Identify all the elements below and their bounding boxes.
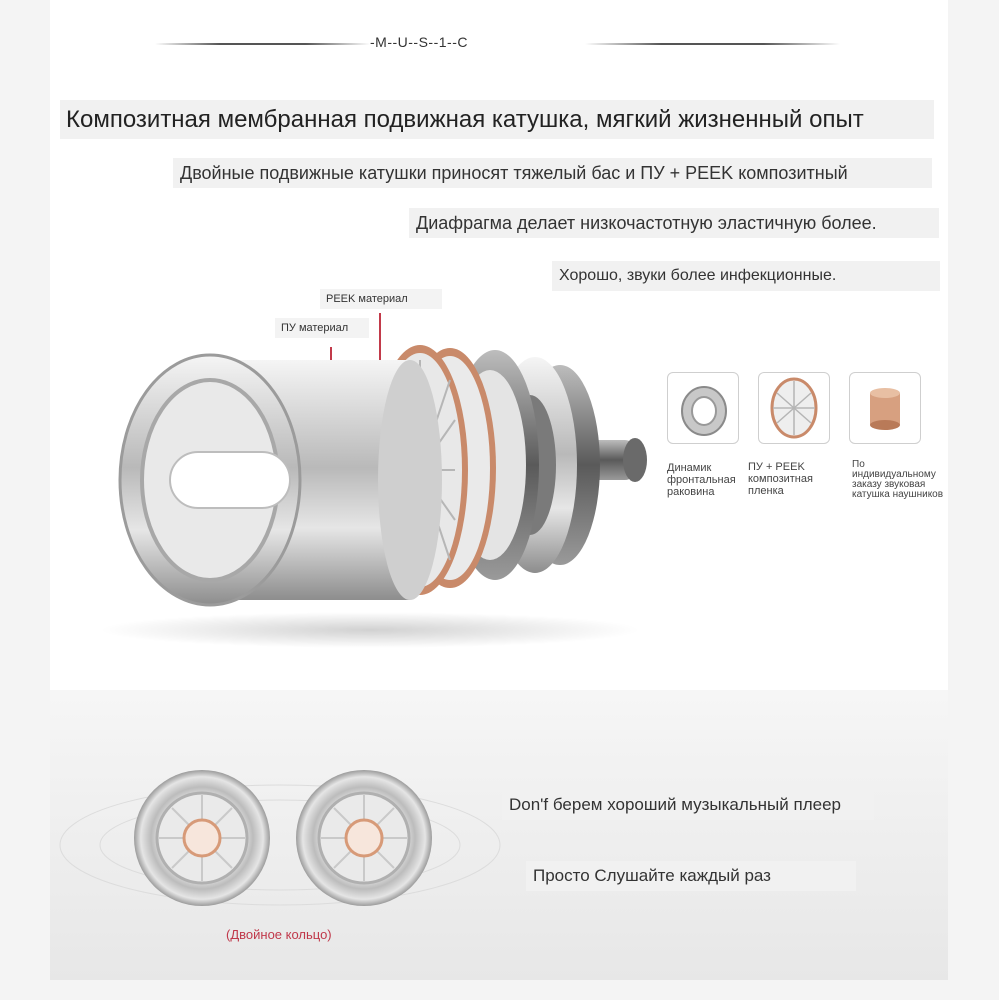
- header-rule-left: [155, 43, 370, 45]
- callout-peek: PEEK материал: [320, 289, 442, 309]
- voice-coil-icon: [849, 372, 921, 444]
- composite-film-icon: [758, 372, 830, 444]
- subtext-1: Двойные подвижные катушки приносят тяжелый бас и ПУ + PEEK композитный: [173, 158, 932, 188]
- product-page: [50, 0, 948, 980]
- subtext-3: Хорошо, звуки более инфекционные.: [552, 261, 940, 291]
- subtext-2: Диафрагма делает низкочастотную эластичную более.: [409, 208, 939, 238]
- dual-ring-illustration: [50, 690, 948, 980]
- bottom-section: [50, 690, 948, 980]
- callout-pu: ПУ материал: [275, 318, 369, 338]
- bottom-line-2: Просто Слушайте каждый раз: [526, 861, 856, 891]
- feature-caption-2: ПУ + PEEK композитная пленка: [748, 461, 813, 497]
- feature-caption-3: По индивидуальному заказу звуковая катушка наушников: [852, 459, 944, 500]
- bottom-line-1: Don'f берем хороший музыкальный плеер: [502, 790, 874, 820]
- front-shell-icon: [667, 372, 739, 444]
- brand-tag: -M--U--S--1--C: [370, 34, 468, 50]
- header-rule-right: [585, 43, 840, 45]
- driver-exploded-illustration: [90, 340, 650, 650]
- page-headline: Композитная мембранная подвижная катушка, мягкий жизненный опыт: [60, 100, 934, 139]
- ring-caption: (Двойное кольцо): [226, 927, 332, 942]
- feature-caption-1: Динамик фронтальная раковина: [667, 462, 736, 498]
